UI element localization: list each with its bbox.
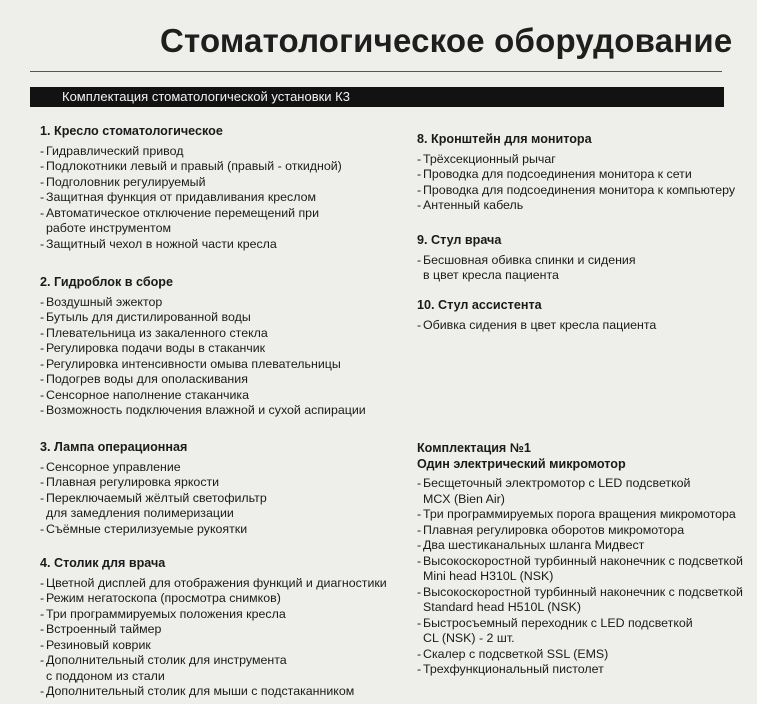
list-item-text: Трёхсекционный рычаг [423,151,556,166]
list-item-continuation: в цвет кресла пациента [423,268,559,282]
list-item [40,522,410,538]
list-item-text: Автоматическое отключение перемещений при [46,205,319,220]
list-item-text: Плавная регулировка оборотов микромотора [423,522,685,537]
bullet-dash: - [40,606,45,621]
list-item [40,653,410,669]
list-item-text: Подголовник регулируемый [46,174,206,189]
list-item-text: Встроенный таймер [46,622,162,636]
section-lamp [40,440,410,537]
list-item-text: Воздушный эжектор [46,294,163,309]
list-item-text: Регулировка интенсивности омыва плевательницы [46,356,341,371]
list-item [417,183,757,199]
list-item-text: Защитная функция от придавливания креслом [46,190,316,204]
bullet-dash: - [40,637,45,652]
list-item [40,190,410,206]
section-subheading: Один электрический микромотор [417,456,626,471]
list-item [40,341,410,357]
list-item-continuation: для замедления полимеризации [46,506,234,520]
list-item-text: Обивка сидения в цвет кресла пациента [423,317,657,332]
list-item [417,198,757,214]
list-item-text: Три программируемых положения кресла [46,606,286,621]
section-heading: 2. Гидроблок в сборе [40,275,173,289]
section-hydroblock [40,275,410,419]
list-item-text: Трехфункциональный пистолет [423,662,604,676]
list-item [417,253,757,269]
list-item [40,326,410,342]
list-item [40,576,410,592]
bullet-dash: - [40,387,45,402]
section-heading: 10. Стул ассистента [417,298,542,312]
list-item [417,647,757,663]
list-item [417,152,757,168]
list-item [40,372,410,388]
list-item-text: Бутыль для дистилированной воды [46,310,251,324]
list-item [40,206,410,222]
section-heading: 3. Лампа операционная [40,440,188,454]
section-chair [40,124,410,252]
bullet-dash: - [417,615,422,630]
list-item-text: Три программируемых порога вращения микромотора [423,507,736,521]
bullet-dash: - [40,190,45,204]
section-assistant-stool [417,298,757,333]
bullet-dash: - [40,341,45,355]
section-heading: 4. Столик для врача [40,556,166,570]
list-item [417,616,757,632]
bullet-dash: - [417,538,422,552]
list-item [40,357,410,373]
bullet-dash: - [40,403,45,417]
list-item-text: Резиновый коврик [46,637,151,652]
list-item [40,310,410,326]
list-item-text: Цветной дисплей для отображения функций и диагностики [46,575,387,590]
list-item [40,175,410,191]
list-item-continuation: Standard head H510L (NSK) [423,600,581,614]
list-item-text: Возможность подключения влажной и сухой аспирации [46,403,366,417]
section-doctor-table [40,556,410,700]
list-item [417,554,757,570]
bullet-dash: - [40,372,45,386]
list-item-text: Скалер с подсветкой SSL (EMS) [423,646,609,661]
list-item [40,491,410,507]
list-item [417,538,757,554]
list-item-text: Подлокотники левый и правый (правый - откидной) [46,159,342,173]
list-item [40,475,410,491]
list-item [40,144,410,160]
bullet-dash: - [40,684,45,698]
list-item-text: Дополнительный столик для инструмента [46,653,287,667]
left-column [40,0,410,704]
bullet-dash: - [40,143,45,158]
section-heading: 1. Кресло стоматологическое [40,124,223,138]
list-item-text: Высокоскоростной турбинный наконечник с подсветкой [423,584,743,599]
list-item [40,159,410,175]
section-heading: Комплектация №1 [417,441,531,455]
list-item-continuation: CL (NSK) - 2 шт. [423,631,515,645]
bullet-dash: - [417,317,422,332]
section-package-1 [417,441,757,678]
right-column [417,0,757,704]
bullet-dash: - [417,646,422,661]
list-item-text: Быстросъемный переходник с LED подсветкой [423,615,693,630]
bullet-dash: - [417,507,422,521]
list-item-text: Сенсорное наполнение стаканчика [46,387,249,402]
list-item [40,388,410,404]
bullet-dash: - [40,490,45,505]
list-item [40,622,410,638]
list-item-continuation: работе инструментом [46,221,172,235]
list-item [40,591,410,607]
bullet-dash: - [40,236,45,251]
list-item-continuation: с поддоном из стали [46,668,165,683]
list-item-text: Защитный чехол в ножной части кресла [46,236,277,251]
bullet-dash: - [40,591,45,605]
list-item [417,662,757,678]
section-title-bar: Комплектация стоматологической установки К3 [30,87,724,107]
bullet-dash: - [40,294,45,309]
bullet-dash: - [40,356,45,371]
list-item-text: Плевательница из закаленного стекла [46,325,268,340]
list-item [40,295,410,311]
bullet-dash: - [417,167,422,181]
bullet-dash: - [417,584,422,599]
section-doctor-stool [417,233,757,284]
list-item-text: Бесщеточный электромотор с LED подсветкой [423,476,691,490]
bullet-dash: - [40,521,45,536]
list-item-text: Высокоскоростной турбинный наконечник с подсветкой [423,553,743,568]
list-item-continuation: MCX (Bien Air) [423,491,505,506]
bullet-dash: - [40,325,45,340]
section-heading: 8. Кронштейн для монитора [417,132,592,146]
list-item [40,403,410,419]
list-item [417,585,757,601]
page-title: Стоматологическое оборудование [160,22,733,59]
list-item-text: Гидравлический привод [46,143,184,158]
bullet-dash: - [40,475,45,489]
bullet-dash: - [40,159,45,173]
list-item [417,318,757,334]
bullet-dash: - [40,205,45,220]
bullet-dash: - [417,151,422,166]
bullet-dash: - [40,459,45,474]
bullet-dash: - [417,182,422,197]
list-item-text: Антенный кабель [423,198,524,212]
list-item-text: Регулировка подачи воды в стаканчик [46,341,266,355]
list-item-text: Проводка для подсоединения монитора к сети [423,167,692,181]
list-item [417,476,757,492]
list-item [40,638,410,654]
list-item-text: Два шестиканальных шланга Мидвест [423,538,645,552]
list-item-text: Переключаемый жёлтый светофильтр [46,490,267,505]
list-item-text: Съёмные стерилизуемые рукоятки [46,521,248,536]
bullet-dash: - [40,653,45,667]
list-item-text: Подогрев воды для ополаскивания [46,372,248,386]
list-item [40,684,410,700]
list-item [417,167,757,183]
list-item-text: Плавная регулировка яркости [46,475,220,489]
list-item-text: Дополнительный столик для мыши с подстаканником [46,684,355,698]
section-monitor-arm [417,132,757,214]
list-item-text: Проводка для подсоединения монитора к компьютеру [423,182,736,197]
list-item-text: Бесшовная обивка спинки и сидения [423,252,636,267]
list-item [40,237,410,253]
list-item [40,607,410,623]
bullet-dash: - [417,476,422,490]
bullet-dash: - [417,198,422,212]
bullet-dash: - [40,174,45,189]
list-item-text: Режим негатоскопа (просмотра снимков) [46,591,281,605]
list-item [417,523,757,539]
bullet-dash: - [40,575,45,590]
list-item [40,460,410,476]
bullet-dash: - [417,553,422,568]
bullet-dash: - [40,310,45,324]
section-heading: 9. Стул врача [417,233,502,247]
bullet-dash: - [40,622,45,636]
list-item-text: Сенсорное управление [46,459,181,474]
bullet-dash: - [417,662,422,676]
bullet-dash: - [417,522,422,537]
bullet-dash: - [417,252,422,267]
list-item-continuation: Mini head H310L (NSK) [423,569,554,583]
list-item [417,507,757,523]
